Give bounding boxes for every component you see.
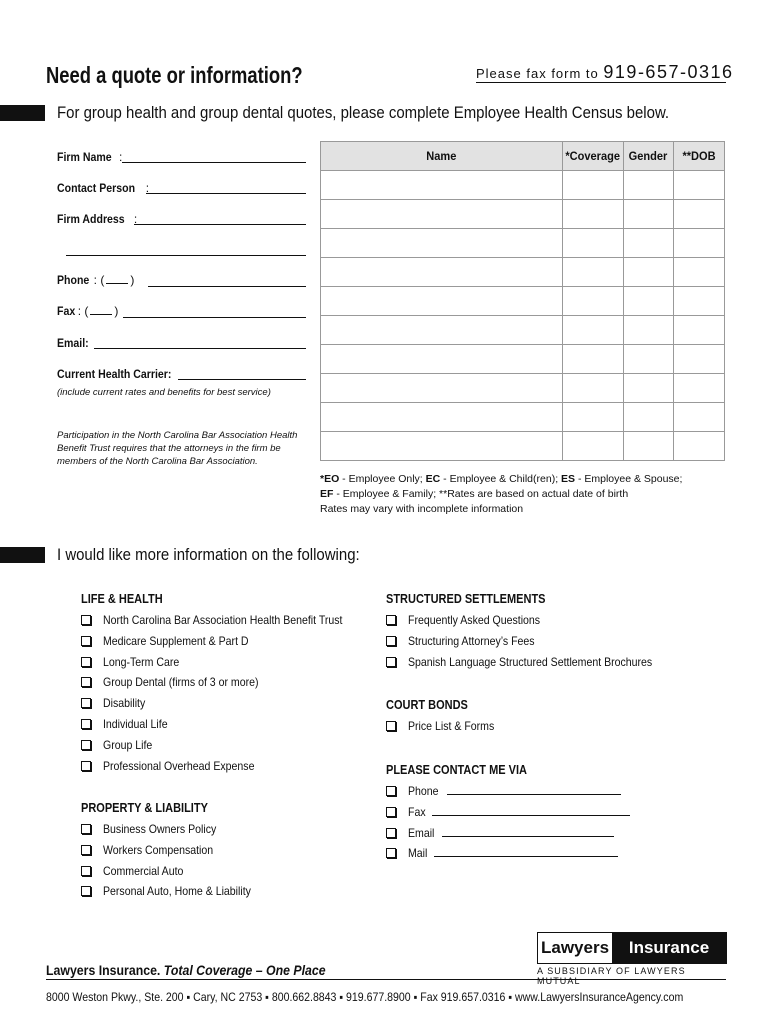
property-liability-title: PROPERTY & LIABILITY	[81, 801, 208, 815]
checkbox[interactable]	[81, 677, 91, 687]
contact-via-input-line[interactable]	[434, 846, 618, 857]
current-carrier-input-line[interactable]	[178, 379, 306, 380]
checkbox[interactable]	[386, 807, 396, 817]
life-health-option	[81, 675, 280, 689]
court-bonds-title: COURT BONDS	[386, 698, 468, 712]
census-cell-name[interactable]	[321, 432, 563, 461]
tagline-slogan: Total Coverage – One Place	[163, 962, 326, 978]
checkbox[interactable]	[81, 636, 91, 646]
checkbox[interactable]	[81, 740, 91, 750]
contact-via-option-label: Fax	[408, 804, 426, 819]
contact-via-option	[386, 805, 630, 819]
contact-via-option	[386, 826, 614, 840]
census-cell-gender[interactable]	[623, 316, 674, 345]
email-label: Email:	[57, 336, 89, 350]
life-health-option-label: Disability	[103, 696, 146, 711]
census-cell-dob[interactable]	[674, 229, 725, 258]
code-es: ES	[561, 473, 576, 485]
census-cell-dob[interactable]	[674, 200, 725, 229]
checkbox[interactable]	[81, 657, 91, 667]
current-carrier-label: Current Health Carrier:	[57, 367, 172, 381]
code-ef: EF	[320, 488, 334, 500]
fax-prefix: Please fax form to	[476, 66, 599, 81]
firm-name-label: Firm Name	[57, 150, 112, 164]
census-cell-coverage[interactable]	[563, 258, 623, 287]
life-health-option-label: Professional Overhead Expense	[103, 758, 255, 773]
contact-via-input-line[interactable]	[442, 826, 614, 837]
property-liability-option-label: Commercial Auto	[103, 863, 184, 878]
property-liability-option	[81, 822, 232, 836]
census-cell-coverage[interactable]	[563, 403, 623, 432]
census-row	[321, 403, 725, 432]
life-health-option-label: Group Dental (firms of 3 or more)	[103, 675, 259, 690]
logo-subtitle: A SUBSIDIARY OF LAWYERS MUTUAL	[537, 966, 686, 986]
fax-label: Fax	[57, 304, 76, 318]
census-cell-dob[interactable]	[674, 432, 725, 461]
census-cell-gender[interactable]	[623, 229, 674, 258]
census-cell-coverage[interactable]	[563, 287, 623, 316]
firm-address-label: Firm Address	[57, 212, 125, 226]
checkbox[interactable]	[81, 824, 91, 834]
census-cell-name[interactable]	[321, 403, 563, 432]
fax-instruction	[476, 62, 734, 83]
census-row	[321, 287, 725, 316]
contact-via-option	[386, 784, 621, 798]
life-health-option	[81, 717, 176, 731]
census-cell-coverage[interactable]	[563, 229, 623, 258]
checkbox[interactable]	[386, 615, 396, 625]
census-cell-name[interactable]	[321, 345, 563, 374]
life-health-option-label: Long-Term Care	[103, 654, 180, 669]
census-cell-name[interactable]	[321, 374, 563, 403]
census-row	[321, 432, 725, 461]
email-input-line[interactable]	[94, 348, 306, 349]
code-eo: *EO	[320, 473, 340, 485]
census-cell-name[interactable]	[321, 287, 563, 316]
census-cell-gender[interactable]	[623, 200, 674, 229]
census-cell-dob[interactable]	[674, 345, 725, 374]
property-liability-option-label: Business Owners Policy	[103, 822, 217, 836]
census-cell-name[interactable]	[321, 200, 563, 229]
checkbox[interactable]	[81, 866, 91, 876]
fax-area-code-line[interactable]	[90, 305, 112, 315]
census-cell-coverage[interactable]	[563, 316, 623, 345]
census-cell-gender[interactable]	[623, 403, 674, 432]
census-cell-coverage[interactable]	[563, 171, 623, 200]
court-bonds-option	[386, 719, 506, 733]
checkbox[interactable]	[81, 761, 91, 771]
census-row	[321, 200, 725, 229]
life-health-option	[81, 759, 275, 773]
email-field	[57, 336, 93, 350]
census-header-row	[321, 142, 725, 171]
footer-address: 8000 Weston Pkwy., Ste. 200 ▪ Cary, NC 2753 ▪ 800.662.8843 ▪ 919.677.8900 ▪ Fax 919.657.0316 ▪ www.LawyersInsuranceAgency.com	[46, 990, 684, 1004]
structured-settlements-option	[386, 655, 686, 669]
census-row	[321, 258, 725, 287]
firm-address-input-line-2[interactable]	[66, 255, 306, 256]
census-legend: *EO - Employee Only; EC - Employee & Child(ren); ES - Employee & Spouse; EF - Employee & Family; **Rates are based on actual date of birth Rates may vary with incomplete information	[320, 473, 683, 515]
census-cell-name[interactable]	[321, 258, 563, 287]
life-health-option	[81, 613, 375, 627]
census-cell-dob[interactable]	[674, 258, 725, 287]
census-legend-note: Rates may vary with incomplete information	[320, 503, 524, 515]
census-row	[321, 229, 725, 258]
structured-settlements-option-label: Spanish Language Structured Settlement Brochures	[408, 654, 653, 669]
footer-tagline	[46, 962, 364, 978]
structured-settlements-option-label: Structuring Attorney’s Fees	[408, 633, 535, 648]
census-row	[321, 316, 725, 345]
fax-number: 919-657-0316	[603, 62, 734, 82]
census-row	[321, 374, 725, 403]
life-health-option	[81, 738, 159, 752]
census-cell-dob[interactable]	[674, 316, 725, 345]
group-quote-instruction: For group health and group dental quotes, please complete Employee Health Census below.	[57, 103, 670, 122]
logo-word-insurance: Insurance	[612, 933, 726, 963]
census-header-coverage: *Coverage	[563, 142, 623, 171]
checkbox[interactable]	[81, 886, 91, 896]
checkbox[interactable]	[386, 721, 396, 731]
contact-person-field: Contact Person :	[57, 181, 150, 195]
property-liability-option	[81, 864, 194, 878]
census-cell-gender[interactable]	[623, 345, 674, 374]
life-health-option	[81, 634, 268, 648]
census-header-dob: **DOB	[674, 142, 725, 171]
life-health-option-label: Individual Life	[103, 717, 168, 731]
property-liability-option-label: Workers Compensation	[103, 842, 214, 857]
contact-via-title: PLEASE CONTACT ME VIA	[386, 763, 527, 777]
checkbox[interactable]	[386, 848, 396, 858]
contact-via-input-line[interactable]	[447, 784, 621, 795]
census-cell-coverage[interactable]	[563, 374, 623, 403]
census-cell-dob[interactable]	[674, 403, 725, 432]
census-cell-gender[interactable]	[623, 287, 674, 316]
participation-note: Participation in the North Carolina Bar Association Health Benefit Trust requires that the attorneys in the firm be members of the North Carolina Bar Association.	[57, 430, 298, 467]
footer-rule	[46, 979, 726, 980]
more-info-heading: I would like more information on the following:	[57, 545, 360, 564]
census-cell-gender[interactable]	[623, 374, 674, 403]
census-cell-coverage[interactable]	[563, 432, 623, 461]
contact-via-option-label: Mail	[408, 846, 428, 861]
checkbox[interactable]	[386, 828, 396, 838]
life-health-option-label: Group Life	[103, 737, 153, 752]
census-cell-dob[interactable]	[674, 287, 725, 316]
checkbox[interactable]	[81, 698, 91, 708]
life-health-option-label: Medicare Supplement & Part D	[103, 633, 249, 648]
contact-via-option-label: Email	[408, 825, 435, 840]
tagline-brand: Lawyers Insurance.	[46, 962, 161, 978]
structured-settlements-option	[386, 613, 558, 627]
fax-input-line[interactable]	[123, 317, 306, 318]
census-cell-dob[interactable]	[674, 171, 725, 200]
contact-person-input-line[interactable]	[146, 193, 306, 194]
current-carrier-field	[57, 367, 187, 381]
phone-label: Phone	[57, 273, 90, 287]
contact-via-option	[386, 846, 618, 860]
checkbox[interactable]	[386, 657, 396, 667]
census-cell-gender[interactable]	[623, 171, 674, 200]
census-cell-name[interactable]	[321, 229, 563, 258]
phone-field: Phone : ( )	[57, 273, 135, 287]
firm-name-field: Firm Name :	[57, 150, 123, 164]
logo-word-lawyers: Lawyers	[538, 933, 612, 963]
census-row	[321, 345, 725, 374]
census-cell-name[interactable]	[321, 171, 563, 200]
checkbox[interactable]	[81, 615, 91, 625]
census-cell-coverage[interactable]	[563, 200, 623, 229]
census-header-name: Name	[321, 142, 563, 171]
page-title: Need a quote or information?	[46, 62, 303, 88]
phone-area-code-line[interactable]	[106, 274, 128, 284]
life-health-option	[81, 655, 190, 669]
census-cell-gender[interactable]	[623, 432, 674, 461]
firm-address-input-line[interactable]	[134, 224, 306, 225]
property-liability-option	[81, 884, 271, 898]
census-cell-gender[interactable]	[623, 258, 674, 287]
life-health-title: LIFE & HEALTH	[81, 592, 163, 606]
header-rule	[476, 82, 726, 83]
structured-settlements-title: STRUCTURED SETTLEMENTS	[386, 592, 546, 606]
census-cell-dob[interactable]	[674, 374, 725, 403]
section-marker-bar-2	[0, 547, 45, 563]
checkbox[interactable]	[386, 636, 396, 646]
court-bonds-option-label: Price List & Forms	[408, 719, 495, 733]
phone-input-line[interactable]	[148, 286, 306, 287]
census-row	[321, 171, 725, 200]
census-cell-coverage[interactable]	[563, 345, 623, 374]
checkbox[interactable]	[81, 719, 91, 729]
contact-person-label: Contact Person	[57, 181, 136, 195]
carrier-note: (include current rates and benefits for best service)	[57, 387, 271, 398]
contact-via-input-line[interactable]	[432, 805, 630, 816]
fax-field: Fax : ( )	[57, 304, 119, 318]
property-liability-option-label: Personal Auto, Home & Liability	[103, 884, 251, 899]
firm-address-field: Firm Address :	[57, 212, 138, 226]
life-health-option	[81, 696, 151, 710]
contact-via-option-label: Phone	[408, 784, 439, 798]
checkbox[interactable]	[81, 845, 91, 855]
structured-settlements-option-label: Frequently Asked Questions	[408, 613, 541, 627]
property-liability-option	[81, 843, 228, 857]
employee-census-table	[320, 141, 725, 461]
census-header-gender: Gender	[623, 142, 674, 171]
checkbox[interactable]	[386, 786, 396, 796]
section-marker-bar	[0, 105, 45, 121]
life-health-option-label: North Carolina Bar Association Health Benefit Trust	[103, 613, 343, 627]
lawyers-insurance-logo	[537, 932, 727, 964]
code-ec: EC	[425, 473, 441, 485]
firm-name-input-line[interactable]	[122, 162, 306, 163]
census-cell-name[interactable]	[321, 316, 563, 345]
structured-settlements-option	[386, 634, 552, 648]
